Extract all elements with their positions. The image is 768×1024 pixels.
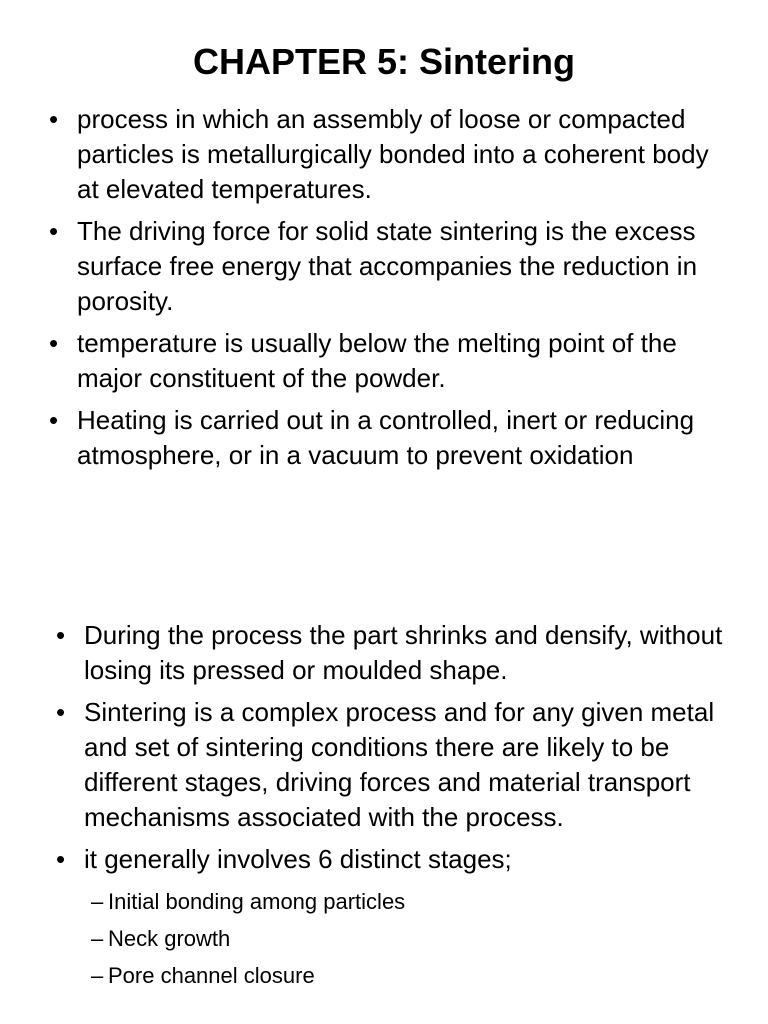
bullet-item — [45, 214, 735, 319]
sub-item-text: Pore channel closure — [108, 963, 315, 988]
bullet-text: it generally involves 6 distinct stages; — [84, 844, 512, 874]
sub-item-text: Neck growth — [108, 926, 231, 951]
bullet-text: Sintering is a complex process and for any given metal and set of sintering conditions there are likely to be different stages, driving forces and material transport mechanisms associated with the process. — [84, 697, 715, 832]
bullet-text: process in which an assembly of loose or compacted particles is metallurgically bonded into a coherent body at elevated temperatures. — [77, 104, 709, 204]
bullet-list-bottom — [52, 618, 742, 1001]
sub-list-item — [84, 957, 742, 994]
bullet-item — [52, 618, 742, 688]
dash-icon: – — [91, 926, 104, 951]
bullet-item — [52, 695, 742, 835]
bullet-icon: • — [56, 620, 66, 650]
bullet-text: temperature is usually below the melting point of the major constituent of the powder. — [77, 328, 677, 393]
sub-list-item — [84, 920, 742, 957]
bullet-icon: • — [49, 216, 59, 246]
bullet-icon: • — [56, 844, 66, 874]
bullet-item — [52, 842, 742, 994]
bullet-item — [45, 326, 735, 396]
bullet-list-top — [45, 102, 735, 480]
sub-list-item — [84, 883, 742, 920]
dash-icon: – — [91, 889, 104, 914]
bullet-item — [45, 403, 735, 473]
sub-list — [84, 883, 742, 994]
bullet-text: Heating is carried out in a controlled, inert or reducing atmosphere, or in a vacuum to prevent oxidation — [77, 405, 695, 470]
bullet-text: During the process the part shrinks and densify, without losing its pressed or moulded shape. — [84, 620, 723, 685]
bullet-text: The driving force for solid state sintering is the excess surface free energy that accompanies the reduction in porosity. — [77, 216, 698, 316]
bullet-icon: • — [56, 697, 66, 727]
bullet-item — [45, 102, 735, 207]
page-title: CHAPTER 5: Sintering — [192, 41, 576, 82]
sub-item-text: Initial bonding among particles — [108, 889, 406, 914]
bullet-icon: • — [49, 405, 59, 435]
bullet-icon: • — [49, 104, 59, 134]
dash-icon: – — [91, 963, 104, 988]
bullet-icon: • — [49, 328, 59, 358]
